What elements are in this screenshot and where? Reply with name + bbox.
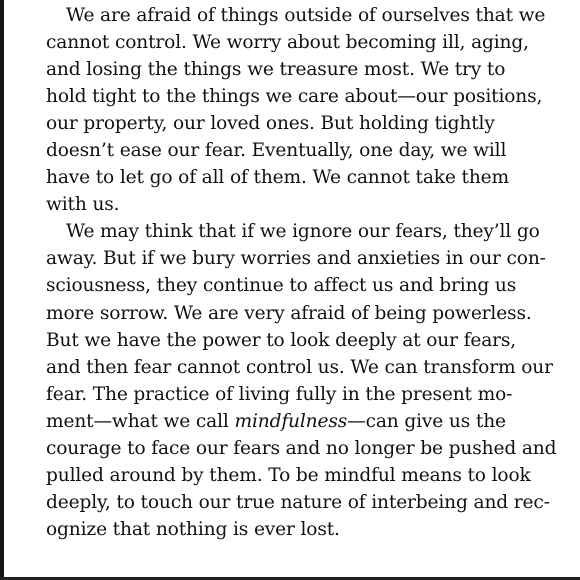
paragraph-1-line-7: have to let go of all of them. We cannot take them xyxy=(46,167,510,189)
paragraph-1-line-5: our property, our loved ones. But holding tightly xyxy=(46,113,495,135)
paragraph-2-line-2: away. But if we bury worries and anxieties in our con- xyxy=(46,248,546,270)
mindful-line-after: —can give us the xyxy=(347,410,506,432)
paragraph-2-line-11: deeply, to touch our true nature of interbeing and rec- xyxy=(46,491,550,513)
paragraph-1-line-6: doesn’t ease our fear. Eventually, one day, we will xyxy=(46,140,507,162)
paragraph-2-line-9: courage to face our fears and no longer be pushed and xyxy=(46,437,557,459)
paragraph-2-line-6: and then fear cannot control us. We can transform our xyxy=(46,356,553,378)
paragraph-1-line-1: We are afraid of things outside of ourselves that we xyxy=(66,5,546,26)
paragraph-2-line-8 xyxy=(46,408,566,435)
mindfulness-emphasis: mindfulness xyxy=(234,410,348,432)
paragraph-1-line-4: hold tight to the things we care about—our positions, xyxy=(46,86,543,108)
paragraph-2-line-3: sciousness, they continue to affect us and bring us xyxy=(46,275,517,297)
paragraph-2-line-4: more sorrow. We are very afraid of being powerless. xyxy=(46,302,532,324)
paragraph-2-line-1: We may think that if we ignore our fears, they’ll go xyxy=(66,221,540,243)
page-left-edge xyxy=(0,0,4,580)
mindful-line-before: ment—what we call xyxy=(46,410,235,432)
paragraph-1-line-3: and losing the things we treasure most. We try to xyxy=(46,59,506,81)
paragraph-1-line-8: with us. xyxy=(46,194,120,216)
paragraph-2-line-10: pulled around by them. To be mindful means to look xyxy=(46,464,531,486)
paragraph-2-line-7: fear. The practice of living fully in the present mo- xyxy=(46,383,513,405)
paragraph-1-line-2: cannot control. We worry about becoming ill, aging, xyxy=(46,32,529,54)
body-text xyxy=(46,2,566,543)
paragraph-2-line-5: But we have the power to look deeply at our fears, xyxy=(46,329,517,351)
paragraph-2-line-12: ognize that nothing is ever lost. xyxy=(46,518,340,540)
